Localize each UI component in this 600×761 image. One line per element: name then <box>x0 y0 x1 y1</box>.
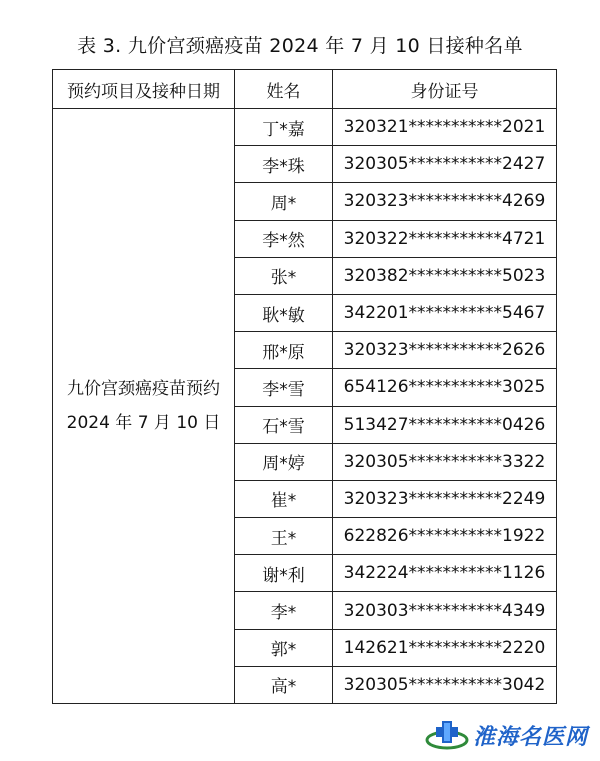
id-number-cell: 320382***********5023 <box>333 257 557 294</box>
id-number-cell: 320305***********3322 <box>333 443 557 480</box>
name-cell: 李*然 <box>235 220 333 257</box>
name-cell: 周* <box>235 183 333 220</box>
id-number-cell: 320323***********4269 <box>333 183 557 220</box>
name-cell: 崔* <box>235 480 333 517</box>
name-cell: 耿*敏 <box>235 294 333 331</box>
name-cell: 谢*利 <box>235 555 333 592</box>
id-number-cell: 320323***********2249 <box>333 480 557 517</box>
table-caption: 表 3. 九价宫颈癌疫苗 2024 年 7 月 10 日接种名单 <box>77 35 523 57</box>
id-number-cell: 654126***********3025 <box>333 369 557 406</box>
table-body <box>53 109 557 704</box>
watermark <box>425 717 588 753</box>
header-name: 姓名 <box>235 70 333 109</box>
name-cell: 王* <box>235 518 333 555</box>
table-row <box>53 109 557 146</box>
name-cell: 丁*嘉 <box>235 109 333 146</box>
id-number-cell: 320305***********2427 <box>333 146 557 183</box>
id-number-cell: 142621***********2220 <box>333 629 557 666</box>
name-cell: 高* <box>235 666 333 703</box>
project-name: 九价宫颈癌疫苗预约 <box>67 379 220 399</box>
id-number-cell: 320305***********3042 <box>333 666 557 703</box>
watermark-text: 淮海名医网 <box>472 723 588 750</box>
id-number-cell: 320322***********4721 <box>333 220 557 257</box>
id-number-cell: 622826***********1922 <box>333 518 557 555</box>
id-number-cell: 342201***********5467 <box>333 294 557 331</box>
name-cell: 李*珠 <box>235 146 333 183</box>
name-cell: 李* <box>235 592 333 629</box>
header-id: 身份证号 <box>333 70 557 109</box>
vaccination-table <box>52 69 557 704</box>
id-number-cell: 320323***********2626 <box>333 332 557 369</box>
header-project: 预约项目及接种日期 <box>53 70 235 109</box>
id-number-cell: 342224***********1126 <box>333 555 557 592</box>
vaccination-date: 2024 年 7 月 10 日 <box>66 413 221 433</box>
name-cell: 周*婷 <box>235 443 333 480</box>
id-number-cell: 320321***********2021 <box>333 109 557 146</box>
name-cell: 郭* <box>235 629 333 666</box>
name-cell: 李*雪 <box>235 369 333 406</box>
project-date-cell <box>53 109 235 704</box>
medical-cross-logo-icon <box>425 718 469 752</box>
id-number-cell: 320303***********4349 <box>333 592 557 629</box>
header-row <box>53 70 557 109</box>
id-number-cell: 513427***********0426 <box>333 406 557 443</box>
name-cell: 张* <box>235 257 333 294</box>
name-cell: 邢*原 <box>235 332 333 369</box>
name-cell: 石*雪 <box>235 406 333 443</box>
